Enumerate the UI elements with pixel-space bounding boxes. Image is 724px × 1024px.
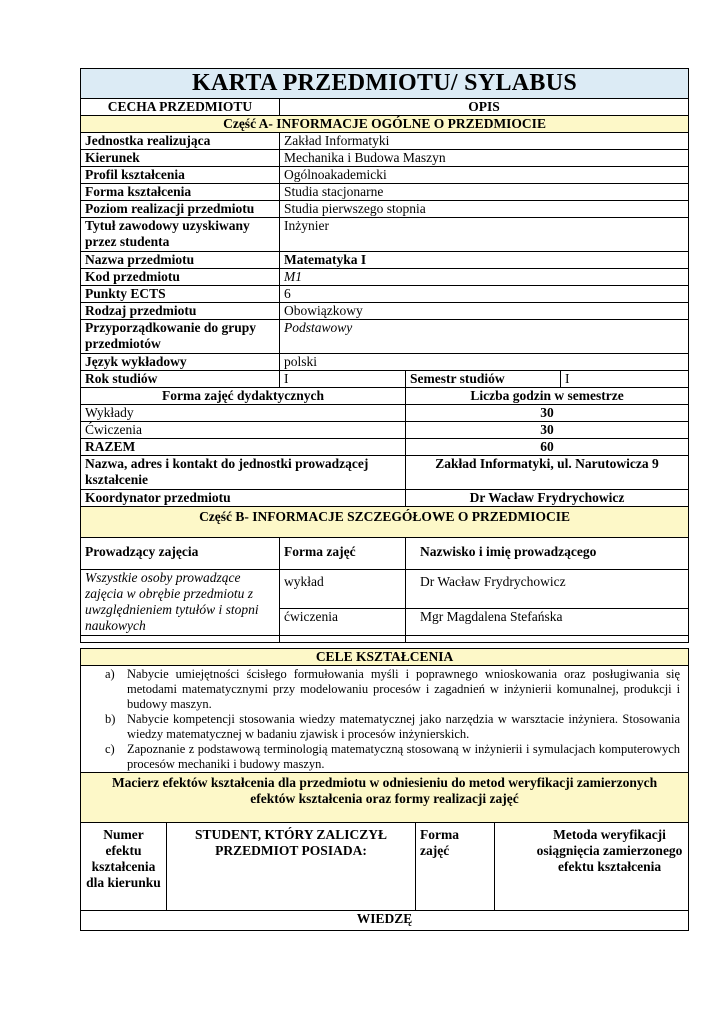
- teacher-name: Mgr Magdalena Stefańska: [406, 609, 689, 643]
- teacher-name: Dr Wacław Frydrychowicz: [406, 570, 689, 636]
- teachers-label: Prowadzący zajęcia: [81, 538, 280, 570]
- matrix-col-student: STUDENT, KTÓRY ZALICZYŁ PRZEDMIOT POSIADA:: [167, 823, 416, 911]
- year-value: I: [280, 371, 406, 388]
- teachers-table: [80, 608, 689, 643]
- row-label: Rodzaj przedmiotu: [81, 303, 280, 320]
- row-label: Punkty ECTS: [81, 286, 280, 303]
- goals-table: [80, 648, 689, 931]
- goal-text: Nabycie umiejętności ścisłego formułowania myśli i poprawnego wnioskowania oraz posługiwania się metodami matematycznymi przy modelowaniu procesów i zagadnień w inżynierii komunalnej, produkcji i budowy maszyn.: [127, 667, 681, 711]
- row-label: Nazwa przedmiotu: [81, 252, 280, 269]
- row-value: Matematyka I: [280, 252, 689, 269]
- row-value: Mechanika i Budowa Maszyn: [280, 150, 689, 167]
- part-a-heading: Część A- INFORMACJE OGÓLNE O PRZEDMIOCIE: [81, 116, 689, 133]
- goal-text: Zapoznanie z podstawową terminologią matematyczną stosowaną w inżynierii i symulacjach komputerowych procesów mechaniki i budowy maszyn.: [127, 742, 681, 771]
- matrix-col-number: Numer efektu kształcenia dla kierunku: [81, 823, 167, 911]
- row-label: Profil kształcenia: [81, 167, 280, 184]
- hours-form: Wykłady: [81, 405, 406, 422]
- row-value: Inżynier: [280, 218, 689, 252]
- unit-label: Nazwa, adres i kontakt do jednostki prowadzącej kształcenie: [81, 456, 406, 490]
- row-value: Studia pierwszego stopnia: [280, 201, 689, 218]
- matrix-heading: Macierz efektów kształcenia dla przedmiotu w odniesieniu do metod weryfikacji zamierzonych efektów kształcenia oraz formy realizacji zajęć: [81, 773, 689, 823]
- row-value: Studia stacjonarne: [280, 184, 689, 201]
- hours-form: Ćwiczenia: [81, 422, 406, 439]
- row-value: Zakład Informatyki: [280, 133, 689, 150]
- row-label: Kod przedmiotu: [81, 269, 280, 286]
- year-label: Rok studiów: [81, 371, 280, 388]
- row-label: Przyporządkowanie do grupy przedmiotów: [81, 320, 280, 354]
- coordinator-value: Dr Wacław Frydrychowicz: [406, 490, 689, 507]
- hours-header-form: Forma zajęć dydaktycznych: [81, 388, 406, 405]
- goals-heading: CELE KSZTAŁCENIA: [81, 649, 689, 666]
- semester-label: Semestr studiów: [406, 371, 561, 388]
- row-label: Poziom realizacji przedmiotu: [81, 201, 280, 218]
- row-value: Podstawowy: [280, 320, 689, 354]
- row-value: Obowiązkowy: [280, 303, 689, 320]
- goal-text: Nabycie kompetencji stosowania wiedzy matematycznej jako narzędzia w warsztacie inżyniera. Stosowania wiedzy matematycznej w badaniu zjawisk i procesów inżynierskich.: [127, 712, 681, 741]
- teachers-note-text: Wszystkie osoby prowadzące zajęcia w obrębie przedmiotu z uwzględnieniem tytułów i stopni naukowych: [85, 570, 259, 633]
- row-label: Forma kształcenia: [81, 184, 280, 201]
- matrix-col-form: Forma zajęć: [416, 823, 495, 911]
- semester-value: I: [561, 371, 689, 388]
- row-label: Tytuł zawodowy uzyskiwany przez studenta: [81, 218, 280, 252]
- name-label: Nazwisko i imię prowadzącego: [406, 538, 689, 570]
- unit-value: Zakład Informatyki, ul. Narutowicza 9: [406, 456, 689, 490]
- matrix-col-method: Metoda weryfikacji osiągnięcia zamierzonego efektu kształcenia: [495, 823, 689, 911]
- row-value: Ogólnoakademicki: [280, 167, 689, 184]
- syllabus-table: [80, 68, 689, 636]
- goal-item: [105, 742, 681, 772]
- row-label: Język wykładowy: [81, 354, 280, 371]
- knowledge-label: WIEDZĘ: [81, 911, 689, 931]
- goal-marker: b): [105, 712, 116, 726]
- hours-count: 30: [406, 405, 689, 422]
- goal-item: [105, 667, 681, 712]
- hours-total-label: RAZEM: [81, 439, 406, 456]
- row-value: 6: [280, 286, 689, 303]
- part-b-heading: Część B- INFORMACJE SZCZEGÓŁOWE O PRZEDMIOCIE: [81, 507, 689, 538]
- goal-marker: a): [105, 667, 115, 681]
- row-value: polski: [280, 354, 689, 371]
- coordinator-label: Koordynator przedmiotu: [81, 490, 406, 507]
- hours-total-count: 60: [406, 439, 689, 456]
- goal-marker: c): [105, 742, 115, 756]
- teacher-form: ćwiczenia: [280, 609, 406, 643]
- goal-item: [105, 712, 681, 742]
- header-feature: CECHA PRZEDMIOTU: [81, 99, 280, 116]
- row-label: Jednostka realizująca: [81, 133, 280, 150]
- header-description: OPIS: [280, 99, 689, 116]
- goals-list: [81, 667, 680, 772]
- form-label: Forma zajęć: [280, 538, 406, 570]
- goals-cell: [81, 666, 689, 773]
- row-value: M1: [280, 269, 689, 286]
- teacher-form: wykład: [280, 570, 406, 636]
- hours-count: 30: [406, 422, 689, 439]
- teachers-note-cont: [81, 609, 280, 643]
- hours-header-count: Liczba godzin w semestrze: [406, 388, 689, 405]
- page-title: KARTA PRZEDMIOTU/ SYLABUS: [81, 69, 689, 99]
- row-label: Kierunek: [81, 150, 280, 167]
